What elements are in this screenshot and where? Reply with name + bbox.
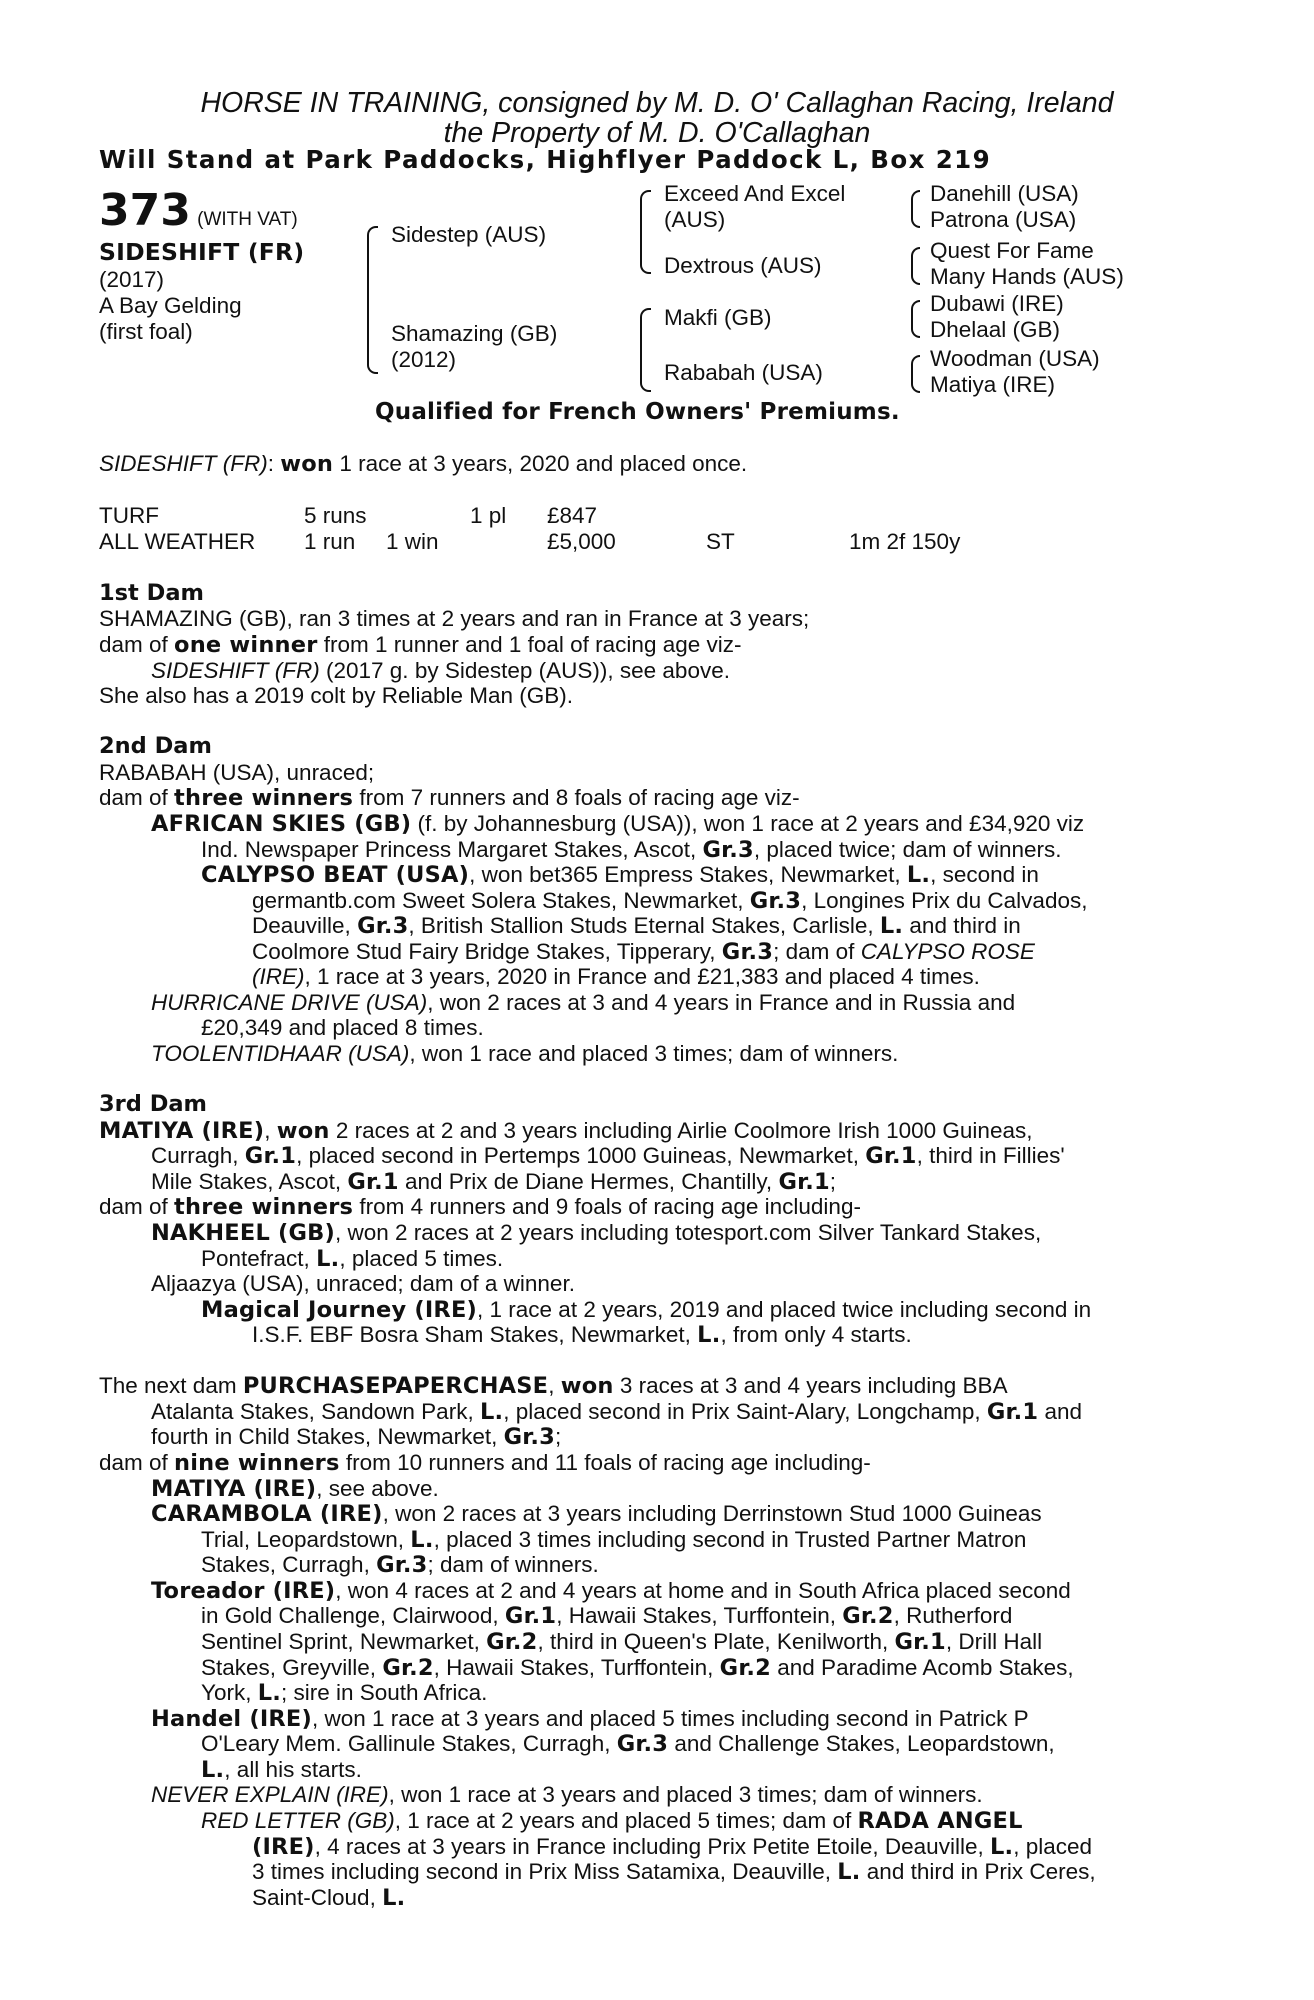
- grandsire-7: Woodman (USA): [930, 346, 1100, 371]
- pedigree-brace: [367, 226, 378, 374]
- property-line: the Property of M. D. O'Callaghan: [443, 117, 871, 149]
- pedigree-brace: [911, 190, 920, 228]
- lot-number-line: [99, 185, 298, 236]
- pedigree-brace: [911, 247, 920, 285]
- pedigree-brace: [640, 190, 651, 274]
- section-title: 1st Dam: [99, 580, 204, 606]
- stand-location: Will Stand at Park Paddocks, Highflyer Paddock L, Box 219: [99, 145, 992, 174]
- dam-dam: Rababah (USA): [664, 360, 823, 385]
- pedigree-brace: [911, 355, 920, 393]
- race-summary: SIDESHIFT (FR): won 1 race at 3 years, 2020 and placed once.: [99, 451, 748, 477]
- grandsire-1: Danehill (USA): [930, 181, 1079, 206]
- pedigree-brace: [640, 308, 651, 392]
- consignment-title: HORSE IN TRAINING, consigned by M. D. O' Callaghan Racing, Ireland: [200, 87, 1114, 119]
- sire-sire-country: (AUS): [664, 207, 726, 232]
- sire-dam: Dextrous (AUS): [664, 253, 822, 278]
- grandsire-6: Dhelaal (GB): [930, 317, 1061, 342]
- dam-sire: Makfi (GB): [664, 305, 772, 330]
- qualified-note: Qualified for French Owners' Premiums.: [375, 399, 900, 425]
- dam-name: Shamazing (GB): [391, 321, 558, 346]
- sire-name: Sidestep (AUS): [391, 222, 547, 247]
- section-title: 3rd Dam: [99, 1091, 207, 1117]
- foal-note: (first foal): [99, 319, 193, 344]
- grandsire-2: Patrona (USA): [930, 207, 1077, 232]
- sire-sire: Exceed And Excel: [664, 181, 846, 206]
- horse-description: A Bay Gelding: [99, 293, 242, 318]
- horse-name: SIDESHIFT (FR): [99, 238, 305, 266]
- section-title: 2nd Dam: [99, 733, 212, 759]
- grandsire-8: Matiya (IRE): [930, 372, 1056, 397]
- lot-number: 373: [99, 185, 191, 236]
- pedigree-brace: [911, 300, 920, 338]
- dam-year: (2012): [391, 347, 457, 372]
- foaling-year: (2017): [99, 267, 165, 292]
- grandsire-5: Dubawi (IRE): [930, 291, 1064, 316]
- grandsire-4: Many Hands (AUS): [930, 264, 1124, 289]
- catalogue-page: HORSE IN TRAINING, consigned by M. D. O' Callaghan Racing, Ireland the Property of M. D. O'Callaghan Will Stand at Park Paddocks, Highflyer Paddock L, Box 219 373 (WITH VAT) SIDESHIFT (FR) (2017) A Bay Gelding (first foal) Sidestep (AUS) Shamazing (GB) (2012) Exceed And Excel (AUS) Dextrous (AUS) Makfi (GB) Rababah (USA) Danehill (USA) Patrona (USA) Quest For Fame Many Hands (AUS) Dubawi (IRE) Dhelaal (GB) Woodman (USA) Matiya (IRE) Qualified for French Owners' Premiums. SIDESHIFT (FR): won 1 race at 3 years, 2020 and placed once. TURF 5 runs 1 pl £847 ALL WEATHER 1 run 1 win £5,000 ST 1m 2f 150y 1st Dam SHAMAZING (GB), ran 3 times at 2 years and ran in France at 3 years; dam of one winner from 1 runner and 1 foal of racing age viz- SIDESHIFT (FR) (2017 g. by Sidestep (AUS)), see above. She also has a 2019 colt by Reliable Man (GB). 2nd Dam RABABAH (USA), unraced; dam of three winners from 7 runners and 8 foals of racing age viz- AFRICAN SKIES (GB) (f. by Johannesburg (USA)), won 1 race at 2 years and £34,920 viz Ind. Newspaper Princess Margaret Stakes, Ascot, Gr.3, placed twice; dam of winners. CALYPSO BEAT (USA), won bet365 Empress Stakes, Newmarket, L., second in germantb.com Sweet Solera Stakes, Newmarket, Gr.3, Longines Prix du Calvados, Deauville, Gr.3, British Stallion Studs Eternal Stakes, Carlisle, L. and third in Coolmore Stud Fairy Bridge Stakes, Tipperary, Gr.3; dam of CALYPSO ROSE (IRE), 1 race at 3 years, 2020 in France and £21,383 and placed 4 times. HURRICANE DRIVE (USA), won 2 races at 3 and 4 years in France and in Russia and £20,349 and placed 8 times. TOOLENTIDHAAR (USA), won 1 race and placed 3 times; dam of winners. 3rd Dam MATIYA (IRE), won 2 races at 2 and 3 years including Airlie Coolmore Irish 1000 Guineas, Curragh, Gr.1, placed second in Pertemps 1000 Guineas, Newmarket, Gr.1, third in Fillies' Mile Stakes, Ascot, Gr.1 and Prix de Diane Hermes, Chantilly, Gr.1; dam of three winners from 4 runners and 9 foals of racing age including- NAKHEEL (GB), won 2 races at 2 years including totesport.com Silver Tankard Stakes, Pontefract, L., placed 5 times. Aljaazya (USA), unraced; dam of a winner. Magical Journey (IRE), 1 race at 2 years, 2019 and placed twice including second in I.S.F. EBF Bosra Sham Stakes, Newmarket, L., from only 4 starts. The next dam PURCHASEPAPERCHASE, won 3 races at 3 and 4 years including BBA Atalanta Stakes, Sandown Park, L., placed second in Prix Saint-Alary, Longchamp, Gr.1 and fourth in Child Stakes, Newmarket, Gr.3; dam of nine winners from 10 runners and 11 foals of racing age including- MATIYA (IRE), see above. CARAMBOLA (IRE), won 2 races at 3 years including Derrinstown Stud 1000 Guineas Trial, Leopardstown, L., placed 3 times including second in Trusted Partner Matron Stakes, Curragh, Gr.3; dam of winners. Toreador (IRE), won 4 races at 2 and 4 years at home and in South Africa placed second in Gold Challenge, Clairwood, Gr.1, Hawaii Stakes, Turffontein, Gr.2, Rutherford Sentinel Sprint, Newmarket, Gr.2, third in Queen's Plate, Kenilworth, Gr.1, Drill Hall Stakes, Greyville, Gr.2, Hawaii Stakes, Turffontein, Gr.2 and Paradime Acomb Stakes, York, L.; sire in South Africa. Handel (IRE), won 1 race at 3 years and placed 5 times including second in Patrick P O'Leary Mem. Gallinule Stakes, Curragh, Gr.3 and Challenge Stakes, Leopardstown, L., all his starts. NEVER EXPLAIN (IRE), won 1 race at 3 years and placed 3 times; dam of winners. RED LETTER (GB), 1 race at 2 years and placed 5 times; dam of RADA ANGEL (IRE), 4 races at 3 years in France including Prix Petite Etoile, Deauville, L., placed 3 times including second in Prix Miss Satamixa, Deauville, L. and third in Prix Ceres, Saint-Cloud, L.: [0, 0, 1314, 2000]
- grandsire-3: Quest For Fame: [930, 238, 1094, 263]
- vat-note: (WITH VAT): [197, 209, 298, 230]
